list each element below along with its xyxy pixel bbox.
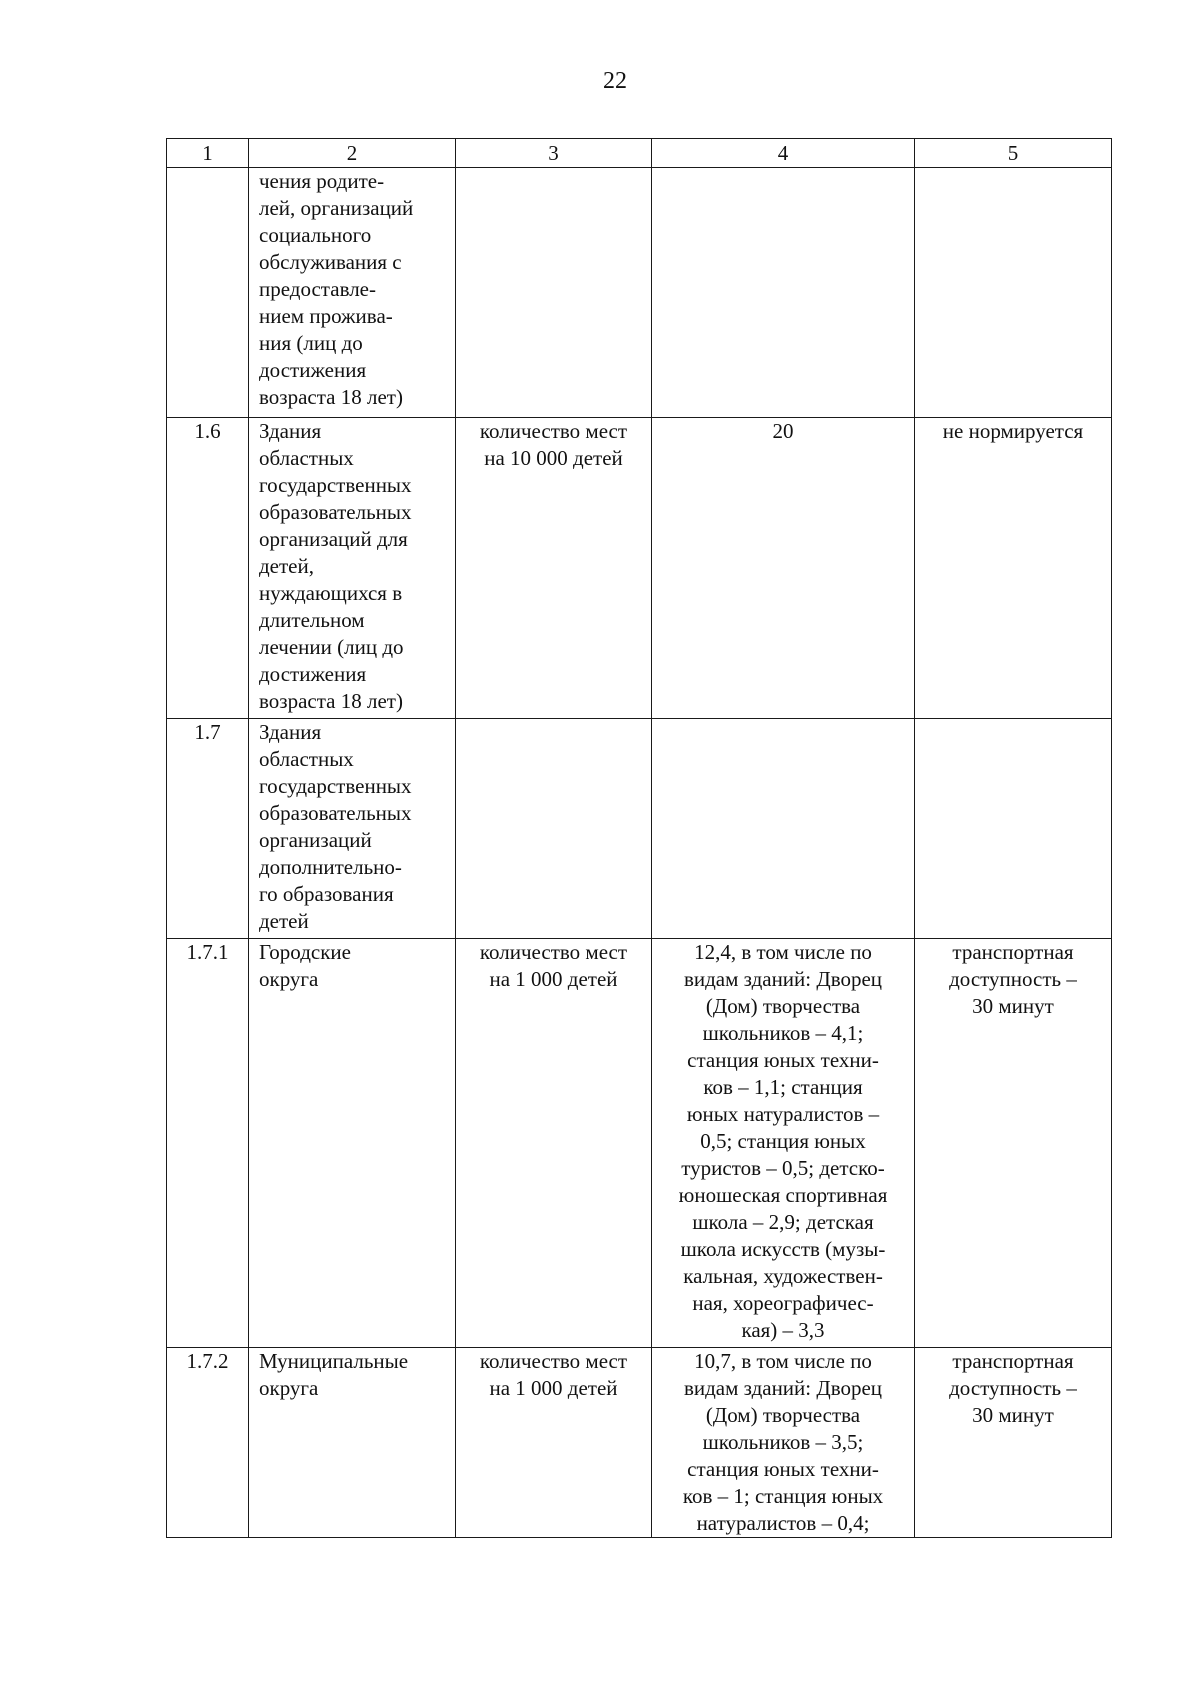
row-access-cell bbox=[915, 719, 1112, 939]
row-unit-cell bbox=[456, 719, 652, 939]
row-number-cell bbox=[167, 1348, 249, 1538]
row-number: 1.7 bbox=[194, 720, 221, 744]
header-col-4: 4 bbox=[652, 139, 915, 168]
row-value-cell bbox=[652, 168, 915, 418]
row-number: 1.7.2 bbox=[186, 1349, 229, 1373]
table-header-row bbox=[167, 139, 1112, 168]
row-number-cell bbox=[167, 719, 249, 939]
row-value: 10,7, в том числе по видам зданий: Дворец (Дом) творчества школьников – 3,5; станция юных техни- ков – 1; станция юных натуралистов – 0,4; bbox=[682, 1349, 884, 1535]
row-number-cell bbox=[167, 939, 249, 1348]
row-value: 20 bbox=[772, 419, 794, 443]
row-unit: количество мест на 1 000 детей bbox=[479, 940, 628, 991]
row-unit-cell bbox=[456, 418, 652, 719]
row-name-cell bbox=[249, 1348, 456, 1538]
row-number: 1.6 bbox=[194, 419, 221, 443]
row-name: чения родите- лей, организаций социального обслуживания с предоставле- нием прожива- ния (лиц до достижения возраста 18 лет) bbox=[259, 169, 414, 409]
row-value-cell bbox=[652, 418, 915, 719]
row-name: Муниципальные округа bbox=[259, 1349, 409, 1400]
row-value-cell bbox=[652, 719, 915, 939]
row-name-cell bbox=[249, 719, 456, 939]
row-access: не нормируется bbox=[942, 419, 1084, 443]
table-row bbox=[167, 168, 1112, 418]
table-row bbox=[167, 719, 1112, 939]
header-col-1: 1 bbox=[167, 139, 249, 168]
row-access-cell bbox=[915, 1348, 1112, 1538]
row-number: 1.7.1 bbox=[186, 940, 229, 964]
row-name: Здания областных государственных образовательных организаций для детей, нуждающихся в длительном лечении (лиц до достижения возраста 18 лет) bbox=[259, 419, 412, 713]
header-col-3: 3 bbox=[456, 139, 652, 168]
row-number-cell bbox=[167, 168, 249, 418]
row-access-cell bbox=[915, 939, 1112, 1348]
row-access-cell bbox=[915, 418, 1112, 719]
row-name-cell bbox=[249, 168, 456, 418]
row-value-cell bbox=[652, 939, 915, 1348]
row-name-cell bbox=[249, 939, 456, 1348]
row-unit-cell bbox=[456, 168, 652, 418]
row-value-cell bbox=[652, 1348, 915, 1538]
row-access: транспортная доступность – 30 минут bbox=[949, 940, 1077, 1018]
table-row bbox=[167, 1348, 1112, 1538]
row-unit-cell bbox=[456, 1348, 652, 1538]
row-number-cell bbox=[167, 418, 249, 719]
row-access-cell bbox=[915, 168, 1112, 418]
row-access: транспортная доступность – 30 минут bbox=[949, 1349, 1077, 1427]
header-col-2: 2 bbox=[249, 139, 456, 168]
row-name: Здания областных государственных образовательных организаций дополнительно- го образования детей bbox=[259, 720, 412, 933]
row-unit: количество мест на 10 000 детей bbox=[479, 419, 628, 470]
table-row bbox=[167, 939, 1112, 1348]
row-name-cell bbox=[249, 418, 456, 719]
page-number: 22 bbox=[603, 68, 627, 94]
row-name: Городские округа bbox=[259, 940, 351, 991]
table-row bbox=[167, 418, 1112, 719]
header-col-5: 5 bbox=[915, 139, 1112, 168]
row-unit-cell bbox=[456, 939, 652, 1348]
norms-table bbox=[166, 138, 1112, 1538]
row-unit: количество мест на 1 000 детей bbox=[479, 1349, 628, 1400]
row-value: 12,4, в том числе по видам зданий: Дворец (Дом) творчества школьников – 4,1; станция юных техни- ков – 1,1; станция юных натуралистов – 0,5; станция юных туристов – 0,5; детско- юношеская спортивная школа – 2,9; детская школа искусств (музы- кальная, художествен- ная, хореографичес- кая) – 3,3 bbox=[678, 940, 888, 1342]
